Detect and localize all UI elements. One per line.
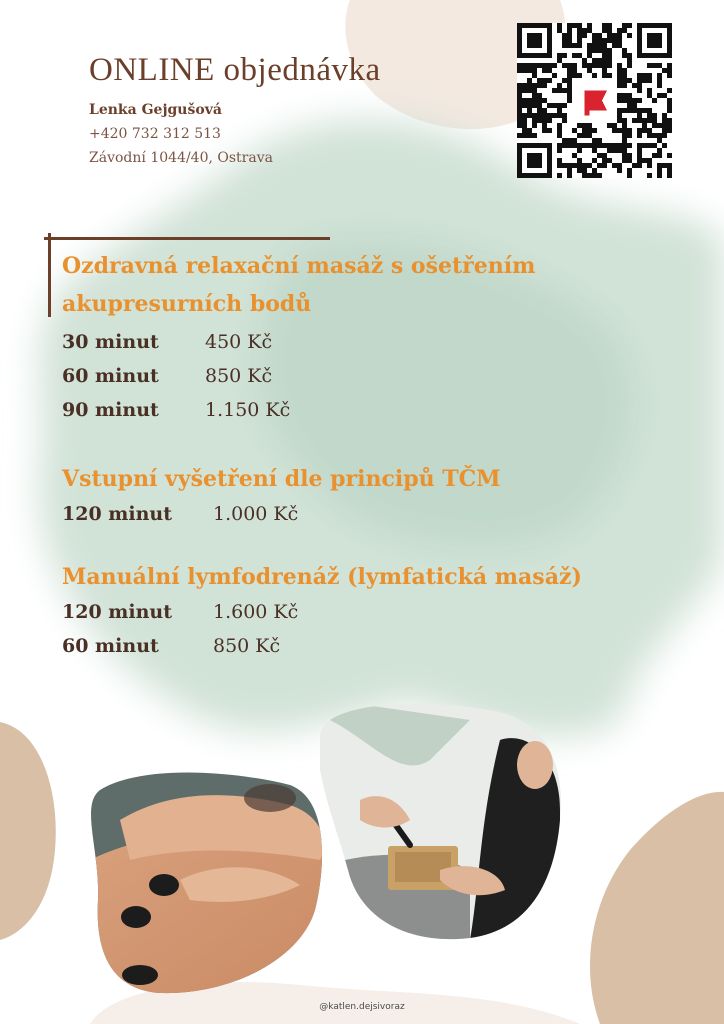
contact-phone[interactable]: +420 732 312 513	[89, 126, 221, 142]
duration-label: 60 minut	[62, 365, 159, 387]
moxa-photo	[320, 700, 570, 950]
massage-photo	[80, 760, 340, 1000]
duration-label: 60 minut	[62, 635, 159, 657]
price-label: 1.150 Kč	[205, 399, 291, 421]
service-title-tcm: Vstupní vyšetření dle principů TČM	[62, 466, 501, 492]
price-label: 1.000 Kč	[213, 503, 299, 525]
service-title-lymph: Manuální lymfodrenáž (lymfatická masáž)	[62, 564, 582, 590]
service-title-massage-line2: akupresurních bodů	[62, 291, 312, 317]
social-handle[interactable]: @katlen.dejsivoraz	[319, 1002, 405, 1012]
price-label: 850 Kč	[205, 365, 273, 387]
duration-label: 90 minut	[62, 399, 159, 421]
duration-label: 30 minut	[62, 331, 159, 353]
duration-label: 120 minut	[62, 601, 173, 623]
contact-address: Závodní 1044/40, Ostrava	[89, 150, 273, 166]
service-title-massage-line1: Ozdravná relaxační masáž s ošetřením	[62, 253, 536, 279]
page-title: ONLINE objednávka	[89, 52, 381, 88]
duration-label: 120 minut	[62, 503, 173, 525]
contact-name: Lenka Gejgušová	[89, 102, 222, 118]
price-label: 1.600 Kč	[213, 601, 299, 623]
price-label: 850 Kč	[213, 635, 281, 657]
price-label: 450 Kč	[205, 331, 273, 353]
